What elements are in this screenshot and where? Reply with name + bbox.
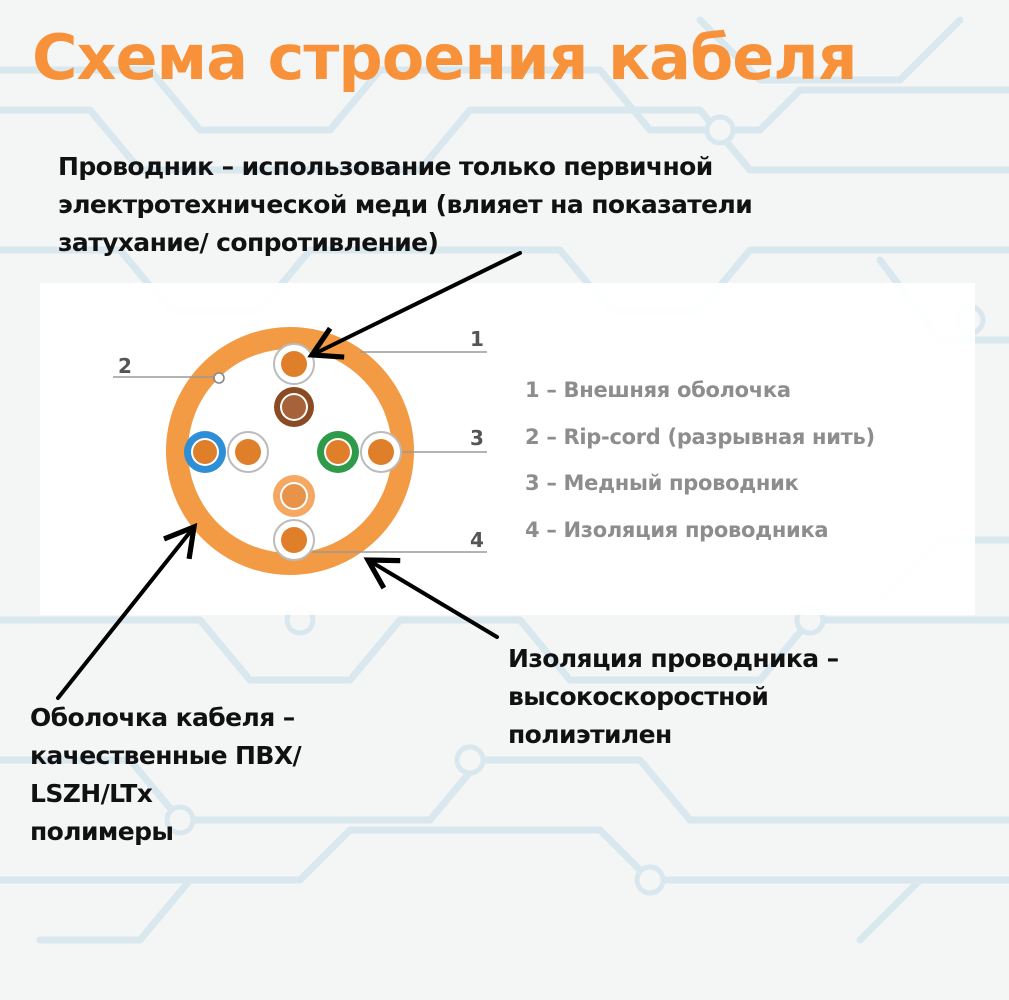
arrow-conductor [312, 253, 520, 355]
arrow-sheath [58, 527, 194, 698]
arrow-insulation [368, 560, 497, 637]
legend-item: 4 – Изоляция проводника [525, 517, 829, 542]
right-pair [317, 431, 401, 473]
top-pair [274, 344, 314, 427]
callout-sheath-line: LSZH/LTx [30, 779, 153, 808]
legend-item: 1 – Внешняя оболочка [525, 378, 791, 402]
callout-conductor-line: электротехнической меди (влияет на показатели [58, 190, 753, 219]
legend-item: 2 – Rip-cord (разрывная нить) [525, 424, 875, 449]
bottom-pair [273, 475, 315, 560]
callout-insulation-line: высокоскоростной [508, 682, 769, 711]
marker-2: 2 [118, 354, 132, 378]
left-pair [184, 431, 268, 473]
callout-insulation-line: Изоляция проводника – [508, 644, 839, 673]
callout-sheath-line: качественные ПВХ/ [30, 741, 302, 770]
legend-item: 3 – Медный проводник [525, 471, 799, 495]
callout-insulation [508, 640, 839, 754]
callout-sheath-line: Оболочка кабеля – [30, 703, 295, 732]
callout-insulation-line: полиэтилен [508, 720, 672, 749]
rip-cord [214, 373, 224, 383]
marker-1: 1 [470, 327, 484, 351]
marker-4: 4 [470, 528, 484, 552]
page-title: Схема строения кабеля [32, 21, 857, 94]
callout-conductor-line: затухание/ сопротивление) [58, 228, 439, 257]
callout-sheath [30, 699, 301, 851]
callout-sheath-line: полимеры [30, 817, 174, 846]
callout-conductor [58, 148, 752, 262]
marker-3: 3 [470, 426, 484, 450]
callout-conductor-line: Проводник – использование только первичной [58, 152, 713, 181]
legend [525, 370, 875, 556]
